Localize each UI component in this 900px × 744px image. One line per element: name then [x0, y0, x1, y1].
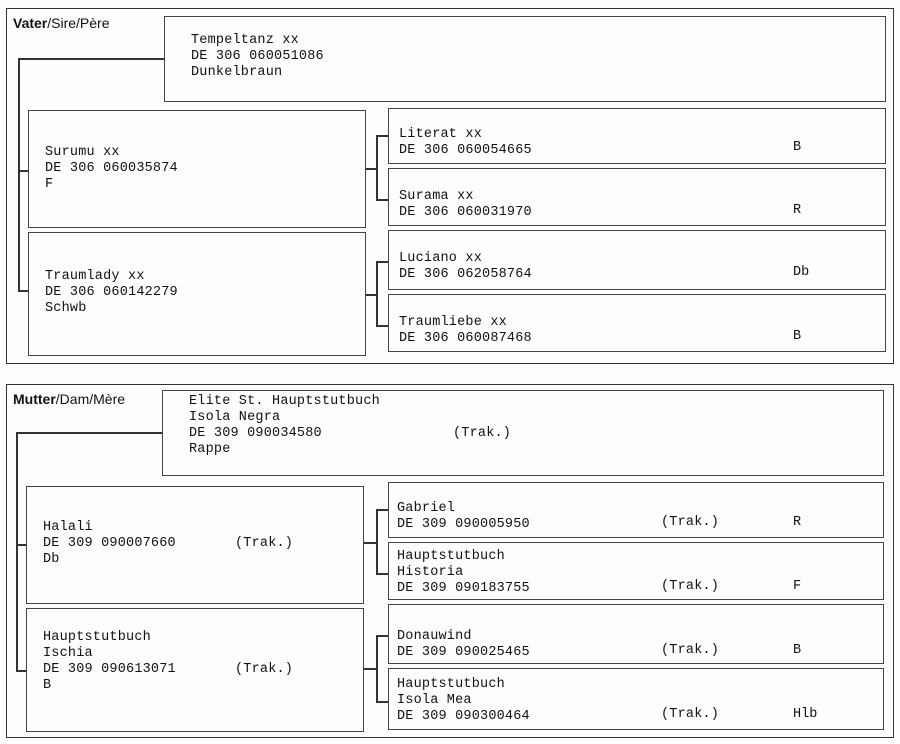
- sire-connector: [18, 170, 28, 172]
- dam-horse-name: Isola Negra: [189, 410, 281, 425]
- sire-ss-id: DE 306 060054665: [399, 143, 532, 158]
- dam-connector: [376, 635, 378, 703]
- dam-horse-color: Rappe: [189, 442, 231, 457]
- sire-horse-color: Dunkelbraun: [191, 65, 283, 80]
- dam-sd-prefix: Hauptstutbuch: [397, 549, 505, 564]
- sire-sd-box: [388, 168, 886, 226]
- dam-connector: [16, 670, 26, 672]
- sire-dam-color: Schwb: [45, 301, 87, 316]
- sire-ss-name: Literat xx: [399, 127, 483, 142]
- dam-sd-id: DE 309 090183755: [397, 581, 530, 596]
- dam-connector: [376, 635, 388, 637]
- dam-ss-breed: (Trak.): [661, 515, 720, 530]
- dam-horse-prefix: Elite St. Hauptstutbuch: [189, 394, 380, 409]
- dam-horse-id: DE 309 090034580: [189, 426, 322, 441]
- dam-section-heading: [13, 391, 125, 407]
- dam-dd-prefix: Hauptstutbuch: [397, 677, 505, 692]
- dam-connector: [16, 432, 18, 672]
- dam-ss-id: DE 309 090005950: [397, 517, 530, 532]
- sire-dam-box: [28, 232, 366, 356]
- dam-sd-box: [388, 542, 884, 600]
- dam-sd-breed: (Trak.): [661, 579, 720, 594]
- sire-ss-box: [388, 108, 886, 164]
- sire-sire-name: Surumu xx: [45, 145, 120, 160]
- dam-ds-box: [388, 604, 884, 664]
- sire-ss-color: B: [793, 140, 802, 155]
- dam-dam-box: [26, 608, 364, 732]
- sire-connector: [376, 135, 388, 137]
- dam-ss-box: [388, 482, 884, 538]
- dam-connector: [16, 544, 26, 546]
- sire-connector: [18, 58, 20, 292]
- dam-ds-color: B: [793, 643, 802, 658]
- dam-horse-breed: (Trak.): [453, 426, 512, 441]
- sire-heading-bold: Vater: [13, 15, 48, 31]
- dam-ds-breed: (Trak.): [661, 643, 720, 658]
- dam-dd-breed: (Trak.): [661, 707, 720, 722]
- dam-dd-name: Isola Mea: [397, 693, 472, 708]
- sire-dd-box: [388, 294, 886, 352]
- dam-sire-box: [26, 486, 364, 604]
- dam-connector: [376, 701, 388, 703]
- sire-connector: [18, 290, 28, 292]
- dam-dam-id: DE 309 090613071: [43, 662, 176, 677]
- dam-heading-bold: Mutter: [13, 391, 56, 407]
- sire-ds-id: DE 306 062058764: [399, 267, 532, 282]
- sire-horse-id: DE 306 060051086: [191, 49, 324, 64]
- sire-sd-name: Surama xx: [399, 189, 474, 204]
- dam-ds-id: DE 309 090025465: [397, 645, 530, 660]
- sire-connector: [376, 325, 388, 327]
- dam-horse-box: [162, 390, 884, 476]
- sire-heading-rest: /Sire/Père: [47, 15, 110, 31]
- sire-sire-id: DE 306 060035874: [45, 161, 178, 176]
- dam-dd-color: Hlb: [793, 707, 818, 722]
- sire-ds-color: Db: [793, 265, 810, 280]
- sire-ds-name: Luciano xx: [399, 251, 483, 266]
- dam-sire-id: DE 309 090007660: [43, 536, 176, 551]
- dam-ds-name: Donauwind: [397, 629, 472, 644]
- sire-dd-color: B: [793, 329, 802, 344]
- dam-connector: [376, 509, 388, 511]
- dam-dd-box: [388, 668, 884, 730]
- sire-section-heading: [13, 15, 110, 31]
- dam-sd-name: Historia: [397, 565, 464, 580]
- dam-dam-prefix: Hauptstutbuch: [43, 630, 151, 645]
- sire-sd-color: R: [793, 203, 802, 218]
- sire-sd-id: DE 306 060031970: [399, 205, 532, 220]
- sire-dd-name: Traumliebe xx: [399, 315, 507, 330]
- sire-sire-box: [28, 110, 366, 228]
- dam-dam-name: Ischia: [43, 646, 93, 661]
- sire-dd-id: DE 306 060087468: [399, 331, 532, 346]
- sire-horse-box: [164, 16, 886, 102]
- sire-dam-name: Traumlady xx: [45, 269, 145, 284]
- dam-connector: [376, 509, 378, 575]
- dam-dd-id: DE 309 090300464: [397, 709, 530, 724]
- dam-heading-rest: /Dam/Mère: [55, 391, 126, 407]
- sire-connector: [376, 261, 388, 263]
- sire-connector: [18, 58, 164, 60]
- dam-connector: [16, 432, 162, 434]
- sire-ds-box: [388, 230, 886, 290]
- sire-connector: [376, 135, 378, 201]
- sire-sire-color: F: [45, 177, 54, 192]
- sire-connector: [376, 199, 388, 201]
- dam-connector: [376, 573, 388, 575]
- dam-ss-name: Gabriel: [397, 501, 456, 516]
- sire-dam-id: DE 306 060142279: [45, 285, 178, 300]
- dam-ss-color: R: [793, 515, 802, 530]
- dam-dam-color: B: [43, 678, 52, 693]
- dam-sire-name: Halali: [43, 520, 93, 535]
- dam-sd-color: F: [793, 579, 802, 594]
- sire-connector: [376, 261, 378, 327]
- dam-sire-color: Db: [43, 552, 60, 567]
- sire-horse-name: Tempeltanz xx: [191, 33, 299, 48]
- dam-dam-breed: (Trak.): [235, 662, 294, 677]
- dam-sire-breed: (Trak.): [235, 536, 294, 551]
